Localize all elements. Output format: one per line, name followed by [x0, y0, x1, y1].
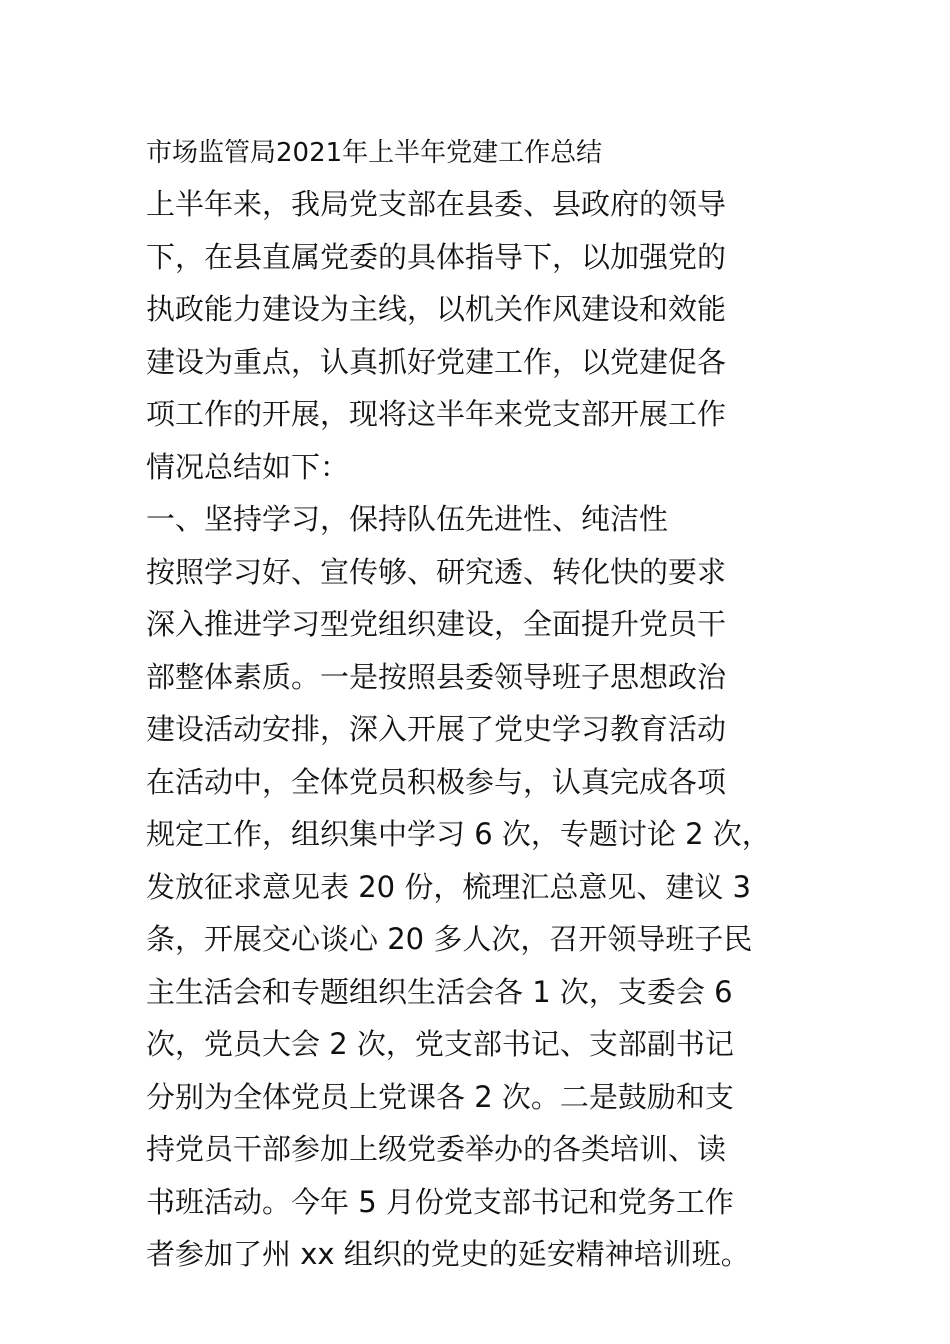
section-line: 持党员干部参加上级党委举办的各类培训、读 [146, 1132, 727, 1166]
document-body [146, 128, 836, 1281]
section-line: 深入推进学习型党组织建设，全面提升党员干 [146, 607, 727, 641]
intro-line: 上半年来，我局党支部在县委、县政府的领导 [146, 187, 727, 221]
section-line: 按照学习好、宣传够、研究透、转化快的要求 [146, 554, 727, 589]
section-line: 条，开展交心谈心 20 多人次，召开领导班子民 [146, 922, 753, 956]
section-line: 者参加了州 xx 组织的党史的延安精神培训班。 [146, 1237, 750, 1271]
intro-line: 情况总结如下： [146, 449, 350, 484]
section-line: 在活动中，全体党员积极参与，认真完成各项 [146, 764, 727, 799]
intro-paragraph [146, 178, 836, 493]
section-line: 发放征求意见表 20 份，梳理汇总意见、建议 3 [146, 869, 752, 904]
section-line: 次，党员大会 2 次，党支部书记、支部副书记 [146, 1027, 734, 1061]
section-heading: 一、坚持学习，保持队伍先进性、纯洁性 [146, 502, 669, 536]
intro-line: 建设为重点，认真抓好党建工作，以党建促各 [146, 344, 727, 379]
section-line: 分别为全体党员上党课各 2 次。二是鼓励和支 [146, 1079, 734, 1114]
section-paragraph [146, 546, 836, 1281]
section-line: 规定工作，组织集中学习 6 次，专题讨论 2 次， [146, 817, 771, 851]
document-title: 市场监管局2021年上半年党建工作总结 [146, 138, 603, 168]
intro-line: 执政能力建设为主线，以机关作风建设和效能 [146, 292, 727, 326]
section-line: 建设活动安排，深入开展了党史学习教育活动 [146, 712, 727, 746]
intro-line: 下，在县直属党委的具体指导下，以加强党的 [146, 239, 727, 274]
section-line: 主生活会和专题组织生活会各 1 次，支委会 6 [146, 974, 733, 1009]
section-line: 书班活动。今年 5 月份党支部书记和党务工作 [146, 1184, 734, 1219]
section-line: 部整体素质。一是按照县委领导班子思想政治 [146, 659, 727, 694]
intro-line: 项工作的开展，现将这半年来党支部开展工作 [146, 397, 727, 431]
